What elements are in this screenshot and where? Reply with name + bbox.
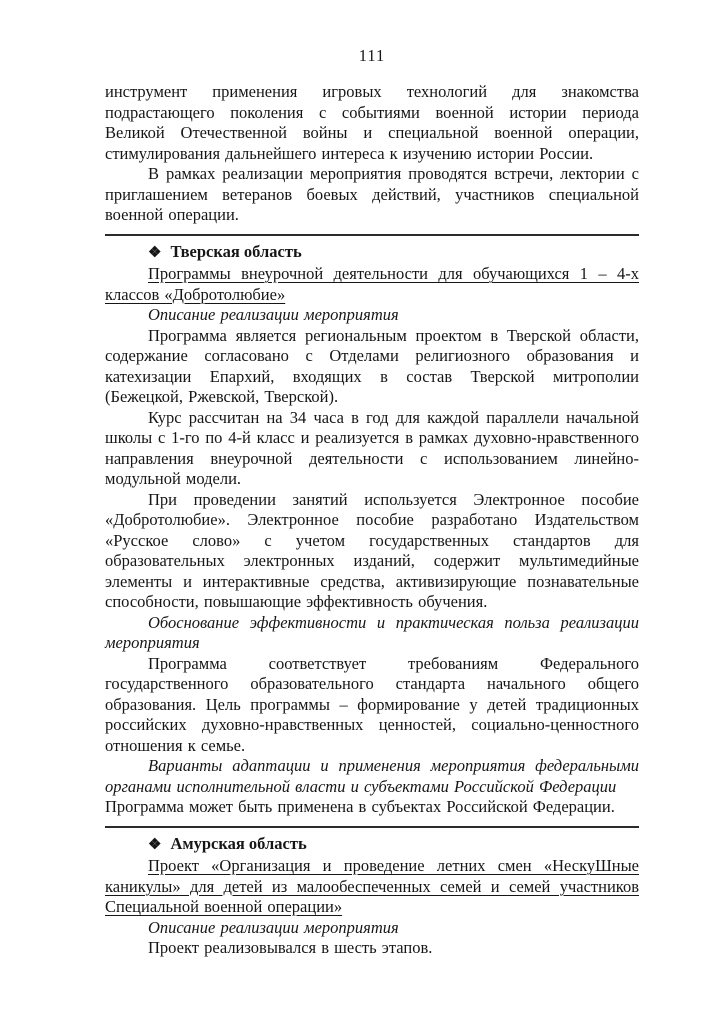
program-title: Проект «Организация и проведение летних смен «НескуШные каникулы» для детей из малообеспеченных семей и семей участников Специальной военной операции» [105,856,639,916]
subsection-label-adaptation: Варианты адаптации и применения мероприятия федеральными органами исполнительной власти и субъектами Российской Федерации [105,756,639,796]
program-title: Программы внеурочной деятельности для обучающихся 1 – 4-х классов «Добротолюбие» [105,264,639,304]
diamond-bullet-icon: ❖ [148,244,162,261]
subsection-label-description: Описание реализации мероприятия [148,917,399,937]
region-name: Тверская область [170,241,302,261]
region-name: Амурская область [170,833,307,853]
body-paragraph: Программа является региональным проектом в Тверской области, содержание согласовано с Отделами религиозного образования и катехизации Епархий, входящих в состав Тверской митрополии (Бежецкой, Ржевской, Тверской). [105,325,639,406]
section-divider [105,234,639,236]
body-paragraph: Программа может быть применена в субъектах Российской Федерации. [105,797,615,816]
intro-paragraph: В рамках реализации мероприятия проводятся встречи, лектории с приглашением ветеранов боевых действий, участников специальной военной операции. [105,164,639,224]
body-paragraph: Проект реализовывался в шесть этапов. [148,938,433,957]
subsection-label-effectiveness: Обоснование эффективности и практическая польза реализации мероприятия [105,612,639,652]
page-number: 111 [358,46,386,65]
region-heading-tverskaya [105,242,639,264]
section-divider [105,826,639,828]
region-heading-amurskaya [105,834,639,856]
subsection-label-description: Описание реализации мероприятия [148,305,399,324]
diamond-bullet-icon: ❖ [148,836,162,853]
body-paragraph: При проведении занятий используется Электронное пособие «Добротолюбие». Электронное пособие разработано Издательством «Русское слово» с учетом государственных стандартов для образовательных электронных изданий, содержит мультимедийные элементы и интерактивные средства, активизирующие познавательные способности, повышающие эффективность обучения. [105,489,639,611]
body-paragraph: Программа соответствует требованиям Федерального государственного образовательного стандарта начального общего образования. Цель программы – формирование у детей традиционных российских духовно-нравственных ценностей, социально-ценностного отношения к семье. [105,653,639,755]
intro-paragraph-continuation: инструмент применения игровых технологий для знакомства подрастающего поколения с событиями военной истории периода Великой Отечественной войны и специальной военной операции, стимулирования дальнейшего интереса к изучению истории России. [105,82,639,163]
body-paragraph: Курс рассчитан на 34 часа в год для каждой параллели начальной школы с 1-го по 4-й класс и реализуется в рамках духовно-нравственного направления внеурочной деятельности с использованием линейно-модульной модели. [105,407,639,488]
